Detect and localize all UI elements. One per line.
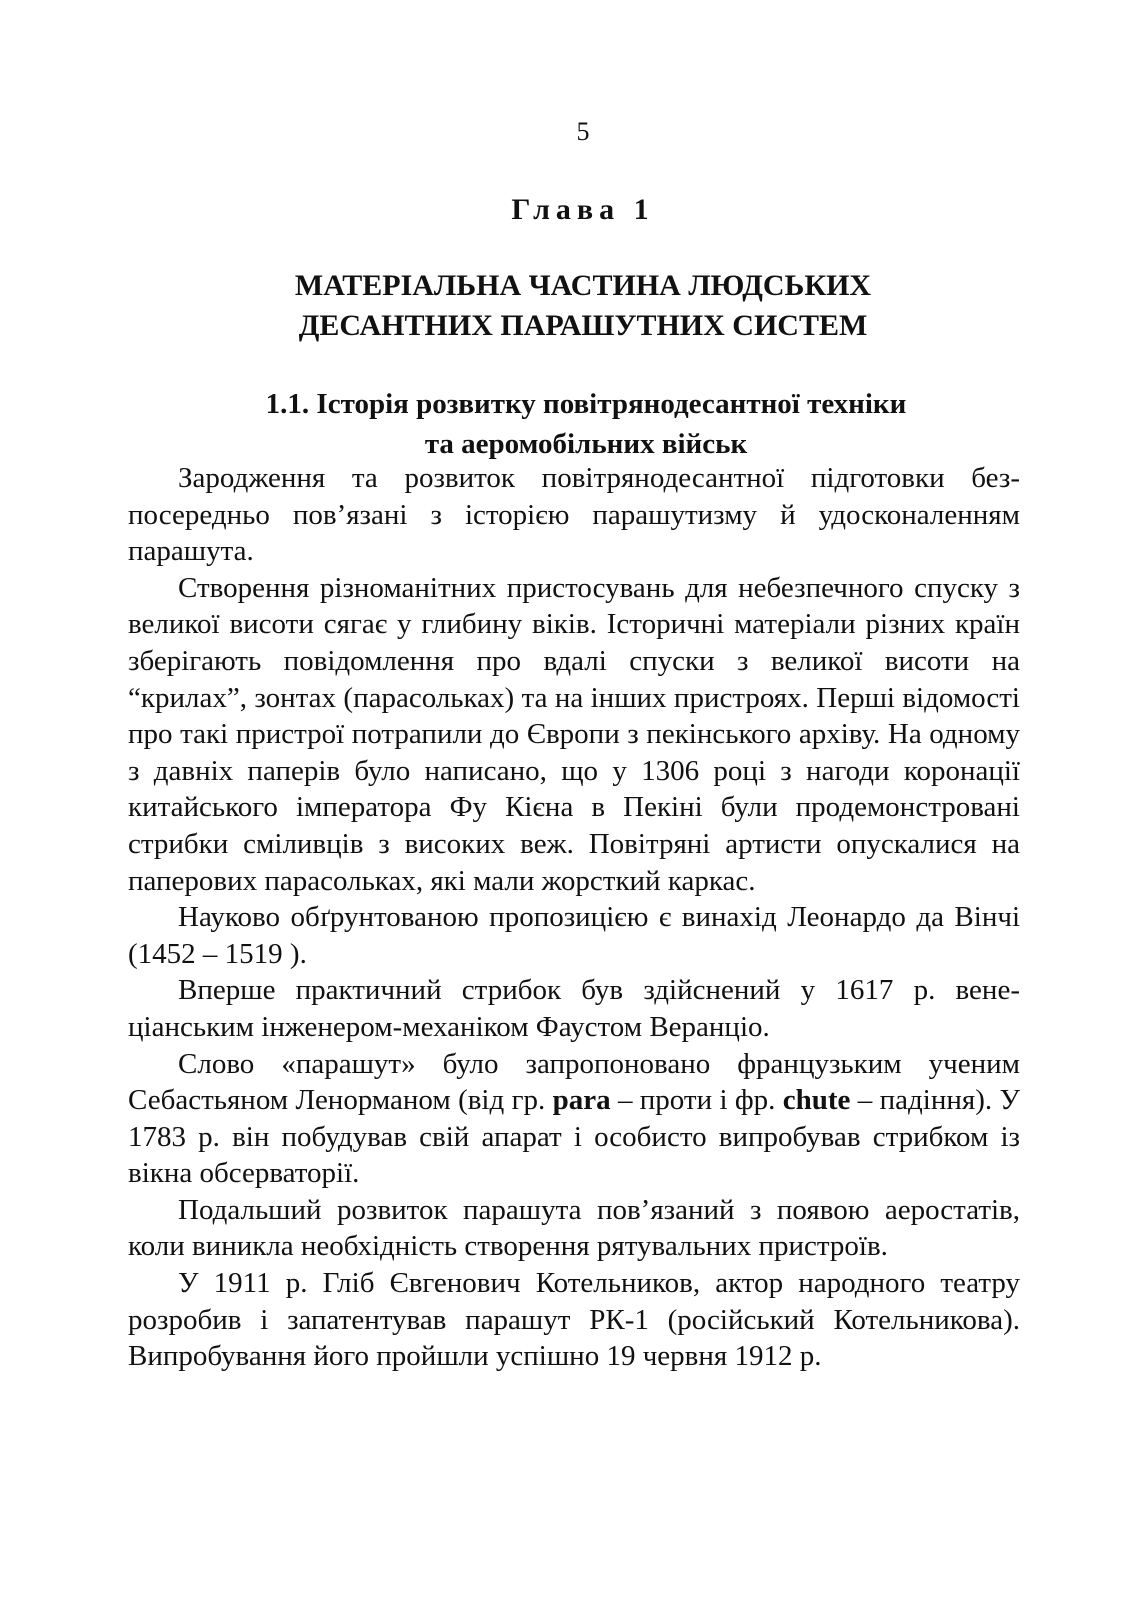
body-text xyxy=(128,460,1020,1375)
page-number: 5 xyxy=(576,117,590,146)
paragraph: Зародження та розвиток повітрянодесантної підготовки безпосередньо пов’язані з історією парашутизму й удосконаленням парашута. xyxy=(128,462,1020,568)
chapter-title-line-2: ДЕСАНТНИХ ПАРАШУТНИХ СИСТЕМ xyxy=(298,309,868,342)
chapter-title-line-1: МАТЕРІАЛЬНА ЧАСТИНА ЛЮДСЬКИХ xyxy=(294,269,872,302)
paragraph: Науково обґрунтованою пропозицією є винахід Леонардо да Вінчі (1452 – 1519 ). xyxy=(128,901,1020,970)
paragraph-text: – проти і фр. xyxy=(610,1084,783,1117)
french-term: chute xyxy=(782,1084,851,1117)
paragraph-text: – падіння). У 1783 р. він побудував свій апарат і особисто випробував стрибком із вікна обсерваторії. xyxy=(128,1084,1020,1190)
section-title xyxy=(0,384,1142,464)
section-title-line-2: та аеромобільних військ xyxy=(424,428,748,460)
paragraph: Подальший розвиток парашута пов’язаний з появою аеростатів, коли виникла необхідність створення рятувальних пристроїв. xyxy=(128,1193,1020,1263)
paragraph: У 1911 р. Гліб Євгенович Котельников, актор народного театру розробив і запатентував парашут РК-1 (російський Котельникова). Випробування його пройшли успішно 19 червня 1912 р. xyxy=(128,1267,1020,1373)
chapter-heading: Глава 1 xyxy=(511,193,655,226)
chapter-title xyxy=(0,266,1142,346)
paragraph: Створення різноманітних пристосувань для небезпечного спуску з великої висоти сягає у глибину віків. Історичні матеріали різних країн зберігають повідомлення про вдалі спуски з великої висоти на “крилах”, зонтах (парасольках) та на інших пристроях. Перші відомості про такі пристрої потрапили до Європи з пекінського архіву. На одному з давніх паперів було написано, що у 1306 році з нагоди коронації китайського імператора Фу Кієна в Пекіні були продемонстровані стрибки сміливців з високих веж. Повітряні артисти опускалися на паперових парасольках, які мали жорсткий каркас. xyxy=(128,571,1020,897)
paragraph xyxy=(128,1046,1020,1192)
section-title-line-1: 1.1. Історія розвитку повітрянодесантної техніки xyxy=(265,388,907,420)
paragraph-text: Слово «парашут» було запропоновано французьким ученим Себастьяном Ленорманом (від гр. xyxy=(128,1047,1020,1117)
greek-term: para xyxy=(552,1084,611,1117)
paragraph: Вперше практичний стрибок був здійснений у 1617 р. венеціанським інженером-механіком Фаустом Веранціо. xyxy=(128,974,1020,1043)
